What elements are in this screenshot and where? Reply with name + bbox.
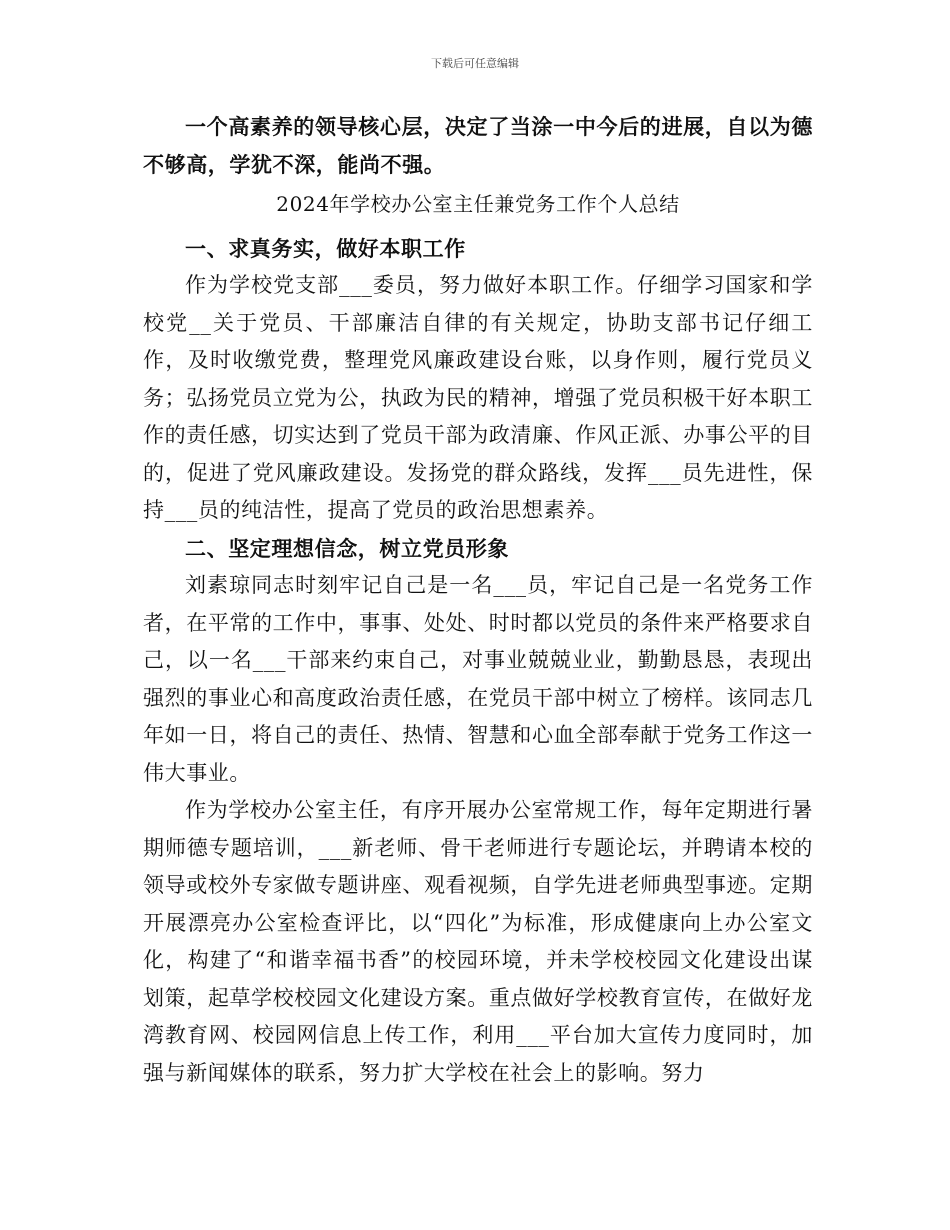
section2-paragraph-1: 刘素琼同志时刻牢记自己是一名___员，牢记自己是一名党务工作者，在平常的工作中，事事、处处、时时都以党员的条件来严格要求自己，以一名___干部来约束自己，对事业兢兢业业，勤勤恳恳，表现出强烈的事业心和高度政治责任感，在党员干部中树立了榜样。该同志几年如一日，将自己的责任、热情、智慧和心血全部奉献于党务工作这一伟大事业。 xyxy=(143,573,813,785)
document-title: 2024年学校办公室主任兼党务工作个人总结 xyxy=(276,192,680,216)
intro-paragraph: 一个高素养的领导核心层，决定了当涂一中今后的进展，自以为德不够高，学犹不深，能尚不强。 xyxy=(143,114,813,177)
section1-heading: 一、求真务实，做好本职工作 xyxy=(185,235,466,261)
section1-paragraph: 作为学校党支部___委员，努力做好本职工作。仔细学习国家和学校党__关于党员、干部廉洁自律的有关规定，协助支部书记仔细工作，及时收缴党费，整理党风廉政建设台账，以身作则，履行党员义务；弘扬党员立党为公，执政为民的精神，增强了党员积极干好本职工作的责任感，切实达到了党员干部为政清廉、作风正派、办事公平的目的，促进了党风廉政建设。发扬党的群众路线，发挥___员先进性，保持___员的纯洁性，提高了党员的政治思想素养。 xyxy=(143,273,813,522)
section2-paragraph-2: 作为学校办公室主任，有序开展办公室常规工作，每年定期进行暑期师德专题培训，___新老师、骨干老师进行专题论坛，并聘请本校的领导或校外专家做专题讲座、观看视频，自学先进老师典型事迹。定期开展漂亮办公室检查评比，以“四化”为标准，形成健康向上办公室文化，构建了“和谐幸福书香”的校园环境，并未学校校园文化建设出谋划策，起草学校校园文化建设方案。重点做好学校教育宣传，在做好龙湾教育网、校园网信息上传工作，利用___平台加大宣传力度同时，加强与新闻媒体的联系，努力扩大学校在社会上的影响。努力 xyxy=(143,798,813,1085)
page-header: 下载后可任意编辑 xyxy=(431,57,519,70)
section2-heading: 二、坚定理想信念，树立党员形象 xyxy=(185,535,509,561)
document-body xyxy=(143,108,813,1092)
